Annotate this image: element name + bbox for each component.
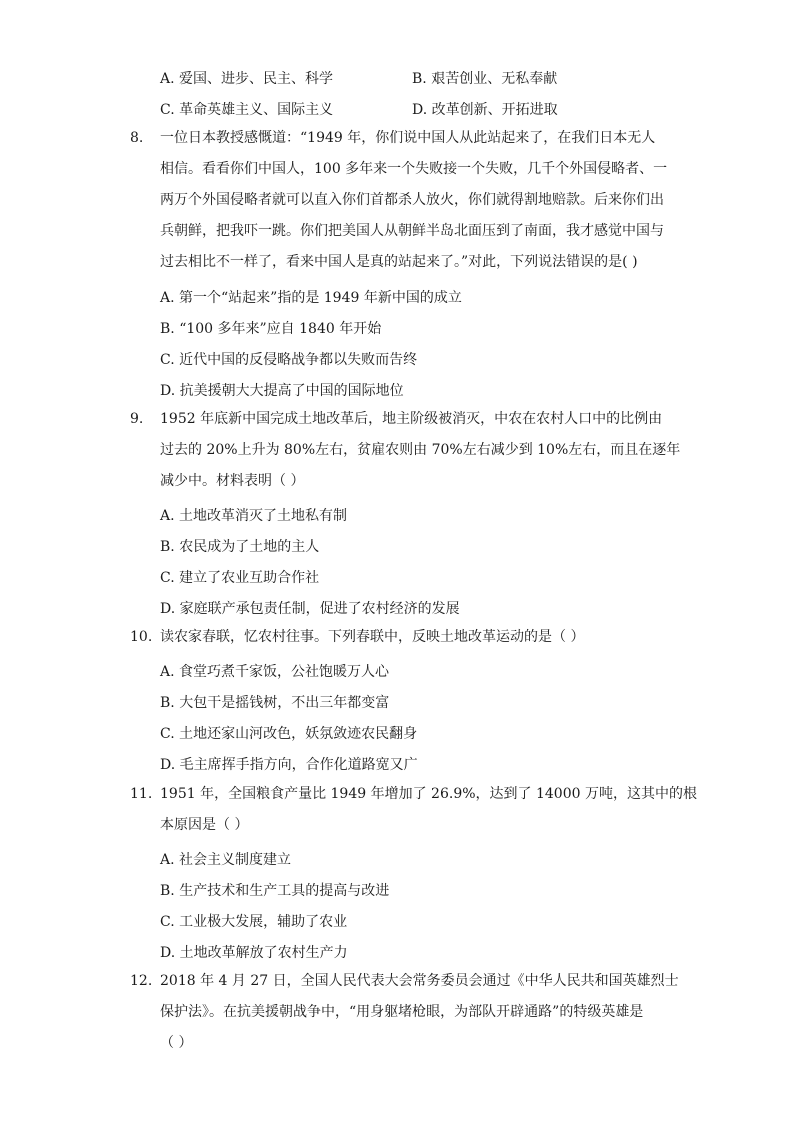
q7-options-row-2: [160, 99, 558, 119]
stem-line: 过去相比不一样了，看来中国人是真的站起来了。”对此，下列说法错误的是( ): [160, 254, 638, 270]
stem-line: 读农家春联，忆农村往事。下列春联中，反映土地改革运动的是（ ）: [160, 629, 585, 645]
q10-option-a[interactable]: A. 食堂巧煮千家饭，公社饱暖万人心: [160, 664, 390, 680]
q7-option-a[interactable]: A. 爱国、进步、民主、科学: [160, 71, 334, 87]
question-stem: [160, 779, 697, 841]
q11-option-b[interactable]: B. 生产技术和生产工具的提高与改进: [160, 883, 390, 899]
question-stem: [160, 123, 668, 278]
question-stem: [160, 404, 681, 497]
q7-option-c[interactable]: C. 革命英雄主义、国际主义: [160, 102, 334, 118]
q9-option-d[interactable]: D. 家庭联产承包责任制，促进了农村经济的发展: [160, 601, 460, 617]
stem-line: 过去的 20%上升为 80%左右，贫雇农则由 70%左右减少到 10%左右，而且在逐年: [160, 442, 681, 458]
q10-option-b[interactable]: B. 大包干是摇钱树，不出三年都变富: [160, 695, 390, 711]
q8-option-b[interactable]: B. “100 多年来”应自 1840 年开始: [160, 321, 382, 337]
q10-option-c[interactable]: C. 土地还家山河改色，妖氛敛迹农民翻身: [160, 726, 418, 742]
stem-line: 一位日本教授感慨道：“1949 年，你们说中国人从此站起来了，在我们日本无人: [160, 130, 656, 146]
question-number: 8.: [130, 130, 144, 146]
q9-option-a[interactable]: A. 土地改革消灭了土地私有制: [160, 508, 348, 524]
q8-option-a[interactable]: A. 第一个“站起来”指的是 1949 年新中国的成立: [160, 290, 462, 306]
q10-option-d[interactable]: D. 毛主席挥手指方向，合作化道路宽又广: [160, 757, 418, 773]
q8-option-d[interactable]: D. 抗美援朝大大提高了中国的国际地位: [160, 383, 404, 399]
q8-option-c[interactable]: C. 近代中国的反侵略战争都以失败而告终: [160, 352, 418, 368]
stem-line: 1951 年，全国粮食产量比 1949 年增加了 26.9%，达到了 14000 万吨，这其中的根: [160, 786, 697, 802]
question-stem: [160, 622, 664, 653]
q11-option-c[interactable]: C. 工业极大发展，辅助了农业: [160, 914, 348, 930]
stem-line: 兵朝鲜，把我吓一跳。你们把美国人从朝鲜半岛北面压到了南面，我才感觉中国与: [160, 223, 664, 239]
q7-option-d[interactable]: D. 改革创新、开拓进取: [412, 102, 558, 118]
stem-line: 2018 年 4 月 27 日，全国人民代表大会常务委员会通过《中华人民共和国英雄烈士: [160, 973, 679, 989]
stem-line: 保护法》。在抗美援朝战争中，“用身躯堵枪眼，为部队开辟通路”的特级英雄是: [160, 1004, 644, 1020]
q11-option-a[interactable]: A. 社会主义制度建立: [160, 852, 292, 868]
question-number: 9.: [130, 411, 144, 427]
stem-line: 两万个外国侵略者就可以直入你们首都杀人放火，你们就得割地赔款。后来你们出: [160, 192, 664, 208]
q11-option-d[interactable]: D. 土地改革解放了农村生产力: [160, 945, 348, 961]
stem-line: 减少中。材料表明（ ）: [160, 473, 305, 489]
stem-line: 1952 年底新中国完成土地改革后，地主阶级被消灭，中农在农村人口中的比例由: [160, 411, 663, 427]
q9-option-c[interactable]: C. 建立了农业互助合作社: [160, 570, 320, 586]
stem-line: 相信。看看你们中国人，100 多年来一个失败接一个失败，几千个外国侵略者、一: [160, 161, 668, 177]
question-stem: [160, 966, 679, 1059]
q7-option-b[interactable]: B. 艰苦创业、无私奉献: [412, 71, 558, 87]
question-number: 12.: [130, 973, 153, 989]
stem-line: （ ）: [160, 1035, 193, 1051]
q7-options-row-1: [160, 68, 557, 88]
question-number: 11.: [130, 786, 153, 802]
q9-option-b[interactable]: B. 农民成为了土地的主人: [160, 539, 320, 555]
stem-line: 本原因是（ ）: [160, 817, 249, 833]
question-number: 10.: [130, 629, 153, 645]
